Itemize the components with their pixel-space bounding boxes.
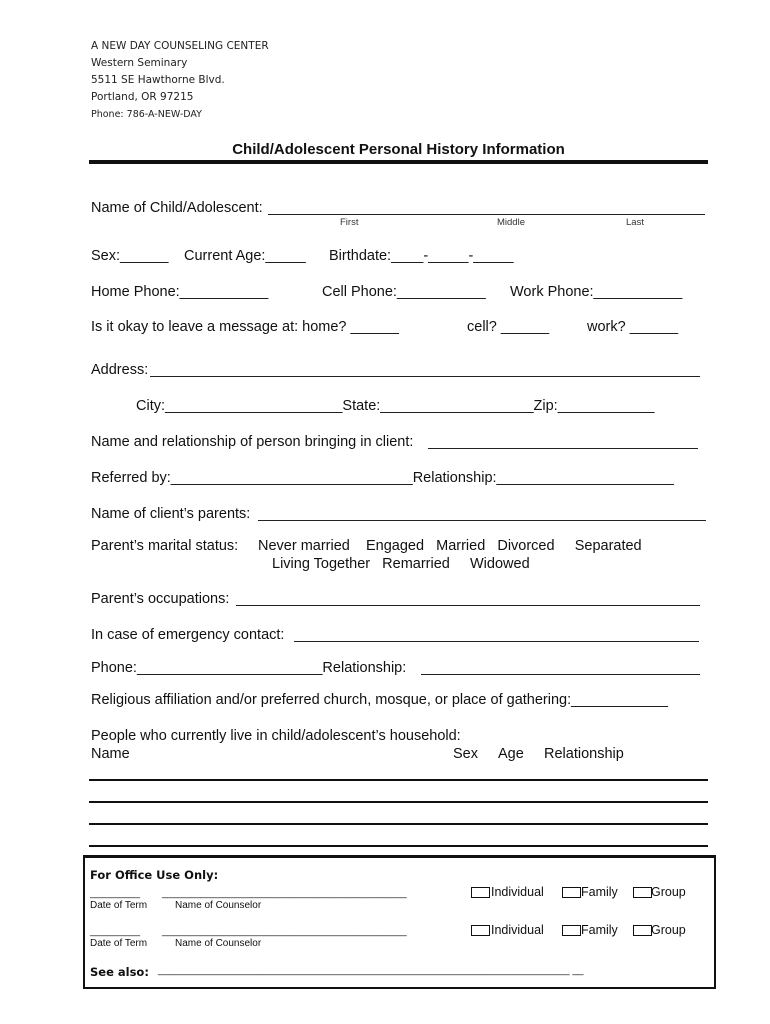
date-term-caption-2: Date of Term [90,938,148,949]
group-label-1: Group [651,885,686,899]
individual-checkbox-2[interactable] [471,925,490,936]
household-line-2[interactable] [89,801,708,803]
cell-phone-field[interactable]: Cell Phone:___________ [322,284,486,300]
date-term-blank-2[interactable]: _________ [90,926,141,937]
group-label-2: Group [651,923,686,937]
individual-label-2: Individual [491,923,544,937]
emergency-relationship-field[interactable] [421,674,700,675]
marital-options-row-2[interactable]: Living Together Remarried Widowed [272,556,530,572]
family-label-2: Family [581,923,618,937]
individual-label-1: Individual [491,885,544,899]
org-phone: Phone: 786-A-NEW-DAY [91,109,202,120]
household-label: People who currently live in child/adolescent’s household: [91,728,461,744]
see-also-field[interactable]: __________________________________________________________________________ __ [158,965,584,976]
religious-affiliation-field[interactable]: Religious affiliation and/or preferred church, mosque, or place of gathering:____________ [91,692,668,708]
message-home-field[interactable]: Is it okay to leave a message at: home? ______ [91,319,399,335]
person-bringing-field[interactable] [428,448,698,449]
office-use-box [83,855,716,989]
family-checkbox-2[interactable] [562,925,581,936]
counselor-blank-1[interactable]: ____________________________________________ [162,888,407,899]
household-col-age: Age [498,746,524,762]
child-name-field[interactable] [268,214,705,215]
org-address: 5511 SE Hawthorne Blvd. [91,74,225,86]
occupations-label: Parent’s occupations: [91,591,230,607]
address-label: Address: [91,362,149,378]
family-label-1: Family [581,885,618,899]
household-col-sex: Sex [453,746,478,762]
group-checkbox-1[interactable] [633,887,652,898]
referred-by-field[interactable]: Referred by:______________________________Relationship:______________________ [91,470,674,486]
see-also-label: See also: [90,965,149,979]
counselor-blank-2[interactable]: ____________________________________________ [162,926,407,937]
age-field[interactable]: Current Age:_____ [184,248,306,264]
marital-status-label: Parent’s marital status: [91,538,239,554]
work-phone-field[interactable]: Work Phone:___________ [510,284,683,300]
date-term-blank-1[interactable]: _________ [90,888,141,899]
counselor-caption-2: Name of Counselor [175,938,262,949]
org-line-2: Western Seminary [91,57,188,69]
org-city: Portland, OR 97215 [91,91,194,103]
home-phone-field[interactable]: Home Phone:___________ [91,284,269,300]
org-name: A NEW DAY COUNSELING CENTER [91,40,269,52]
first-name-caption: First [340,217,359,228]
city-state-zip-field[interactable]: City:______________________State:___________________Zip:____________ [136,398,655,414]
date-term-caption-1: Date of Term [90,900,148,911]
title-rule [89,160,708,164]
family-checkbox-1[interactable] [562,887,581,898]
emergency-contact-field[interactable] [294,641,699,642]
message-cell-field[interactable]: cell? ______ [467,319,550,335]
group-checkbox-2[interactable] [633,925,652,936]
page-title: Child/Adolescent Personal History Information [232,141,565,158]
emergency-phone-label: Phone:_______________________Relationship: [91,660,407,676]
parents-names-label: Name of client’s parents: [91,506,251,522]
counselor-caption-1: Name of Counselor [175,900,262,911]
parents-names-field[interactable] [258,520,706,521]
middle-name-caption: Middle [497,217,525,228]
last-name-caption: Last [626,217,644,228]
individual-checkbox-1[interactable] [471,887,490,898]
message-work-field[interactable]: work? ______ [587,319,679,335]
marital-options-row-1[interactable]: Never married Engaged Married Divorced Separated [258,538,642,554]
household-col-relationship: Relationship [544,746,624,762]
person-bringing-label: Name and relationship of person bringing in client: [91,434,414,450]
emergency-contact-label: In case of emergency contact: [91,627,285,643]
address-field[interactable] [150,376,700,377]
household-line-3[interactable] [89,823,708,825]
occupations-field[interactable] [236,605,700,606]
office-use-title: For Office Use Only: [90,868,219,882]
birthdate-field[interactable]: Birthdate:____-_____-_____ [329,248,514,264]
household-line-4[interactable] [89,845,708,847]
child-name-label: Name of Child/Adolescent: [91,200,263,216]
household-line-1[interactable] [89,779,708,781]
sex-field[interactable]: Sex:______ [91,248,169,264]
household-col-name: Name [91,746,130,762]
